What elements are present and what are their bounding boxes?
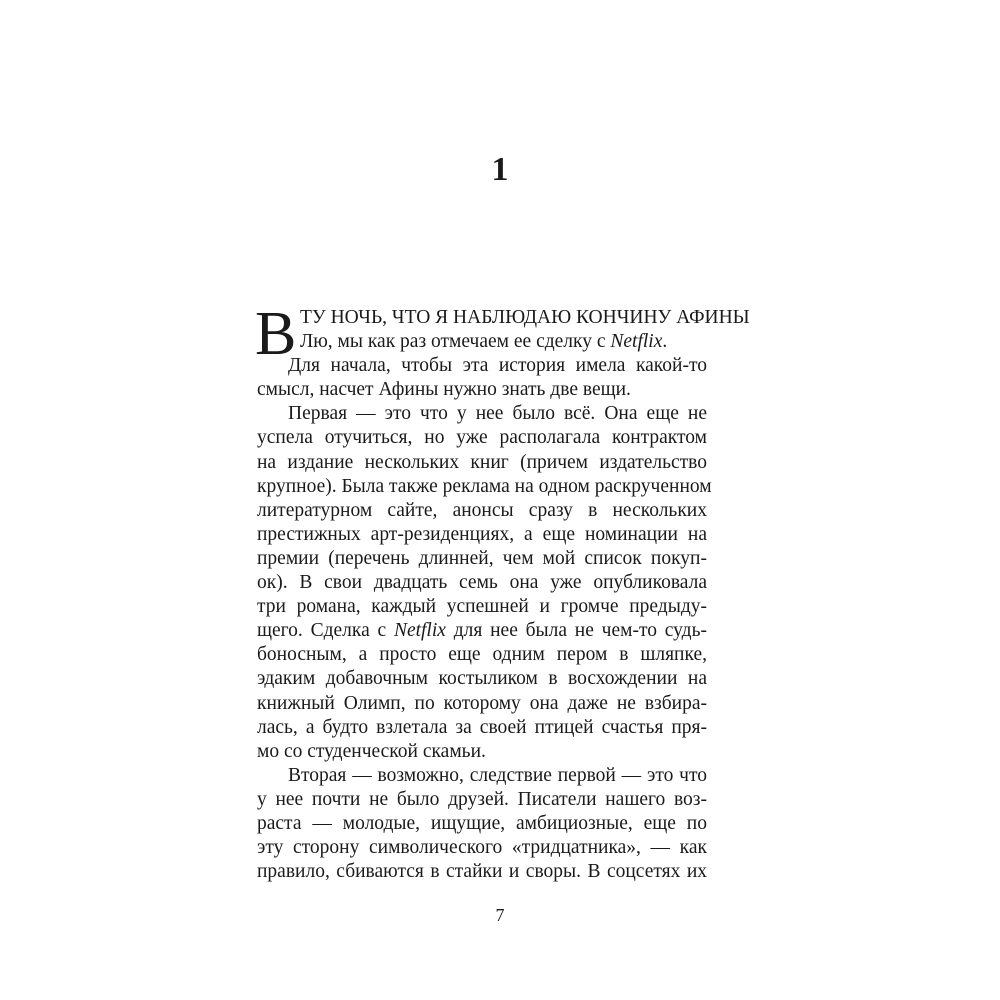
chapter-number: 1 — [491, 151, 509, 188]
text-line: Для начала, чтобы эта история имела какой-то — [288, 355, 707, 377]
text-line: правило, сбиваются в стайки и своры. В соцсетях их — [257, 861, 707, 883]
text-line: ок). В свои двадцать семь она уже опубликовала — [257, 572, 707, 594]
text-line: на издание нескольких книг (причем издательство — [257, 451, 707, 473]
text-line: смысл, насчет Афины нужно знать две вещи. — [257, 379, 631, 401]
text-line: лась, а будто взлетала за своей птицей счастья пря- — [257, 716, 707, 738]
text-line: Вторая — возможно, следствие первой — это что — [288, 764, 707, 786]
text-fragment: для нее была не чем-то судь- — [445, 620, 707, 642]
text-line: успела отучиться, но уже располагала контрактом — [257, 427, 707, 449]
text-line: Первая — это что у нее было всё. Она еще не — [288, 403, 707, 425]
text-line: ТУ НОЧЬ, ЧТО Я НАБЛЮДАЮ КОНЧИНУ АФИНЫ — [300, 307, 750, 328]
text-line: эту сторону символического «тридцатника», — как — [257, 837, 707, 859]
text-line: престижных арт-резиденциях, а еще номинации на — [257, 523, 707, 545]
page-number: 7 — [495, 905, 505, 925]
drop-cap: В — [255, 300, 297, 368]
body-text — [255, 300, 750, 884]
text-line: книжный Олимп, по которому она даже не взбира- — [257, 692, 707, 714]
text-line — [257, 619, 707, 643]
text-fragment: щего. Сделка с — [257, 620, 394, 642]
italic-brand: Netflix — [393, 620, 446, 642]
text-line: эдаким добавочным костыликом в восхождении на — [257, 668, 707, 690]
text-line: литературном сайте, анонсы сразу в нескольких — [257, 499, 707, 521]
text-line: у нее почти не было друзей. Писатели нашего воз- — [257, 788, 707, 810]
text-line: раста — молодые, ищущие, амбициозные, еще по — [257, 812, 707, 834]
text-line — [257, 330, 707, 354]
italic-brand: Netflix — [610, 331, 663, 353]
text-line: боносным, а просто еще одним пером в шляпке, — [257, 644, 707, 666]
text-fragment: Лю, мы как раз отмечаем ее сделку с — [300, 331, 611, 353]
text-line: три романа, каждый успешней и громче предыду- — [257, 596, 707, 618]
text-line: премии (перечень длинней, чем мой список покуп- — [257, 547, 707, 569]
text-line: крупное). Была также реклама на одном раскрученном — [257, 475, 712, 497]
text-fragment: . — [662, 331, 668, 353]
text-line: мо со студенческой скамьи. — [257, 740, 486, 762]
